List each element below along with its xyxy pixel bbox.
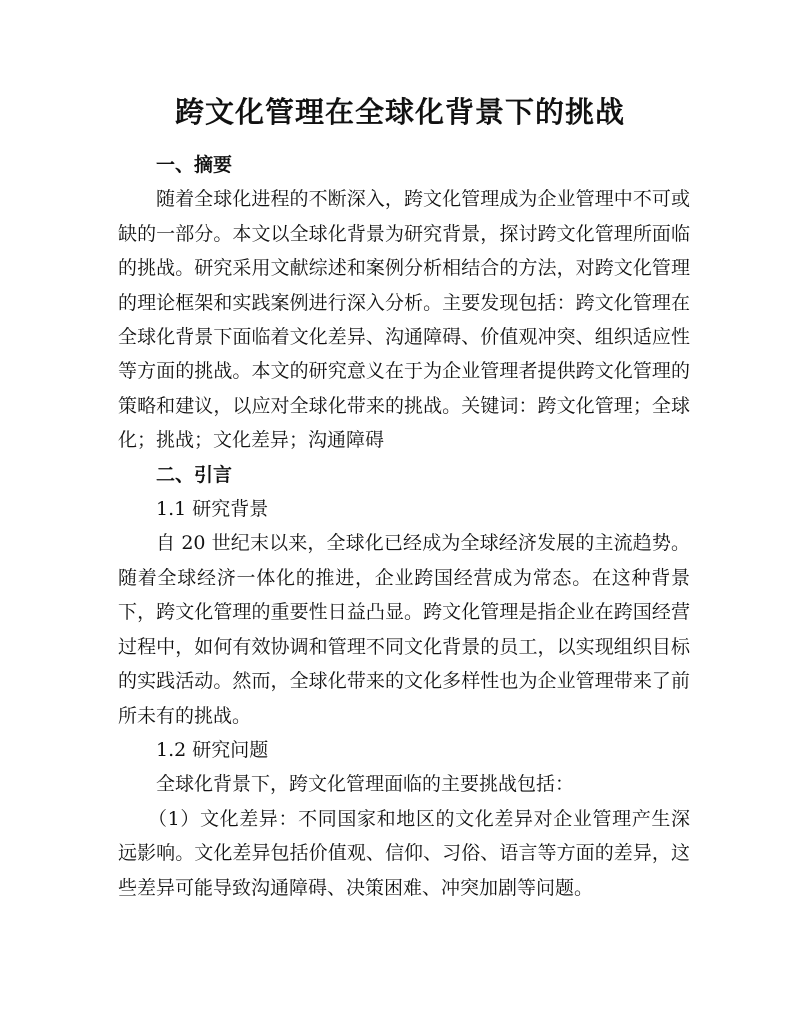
challenge-item-1: （1）文化差异：不同国家和地区的文化差异对企业管理产生深远影响。文化差异包括价值观、信仰、习俗、语言等方面的差异，这些差异可能导致沟通障碍、决策困难、冲突加剧等问题。: [118, 807, 690, 899]
introduction-heading: 二、引言: [156, 463, 233, 486]
section-1-2-paragraph: 全球化背景下，跨文化管理面临的主要挑战包括：: [156, 773, 575, 796]
section-1-1-paragraph: 自 20 世纪末以来，全球化已经成为全球经济发展的主流趋势。随着全球经济一体化的推进，企业跨国经营成为常态。在这种背景下，跨文化管理的重要性日益凸显。跨文化管理是指企业在跨国经营过程中，如何有效协调和管理不同文化背景的员工，以实现组织目标的实践活动。然而，全球化带来的文化多样性也为企业管理带来了前所未有的挑战。: [118, 532, 690, 727]
section-1-1-heading: 1.1 研究背景: [156, 498, 269, 521]
abstract-paragraph: 随着全球化进程的不断深入，跨文化管理成为企业管理中不可或缺的一部分。本文以全球化背景为研究背景，探讨跨文化管理所面临的挑战。研究采用文献综述和案例分析相结合的方法，对跨文化管理的理论框架和实践案例进行深入分析。主要发现包括：跨文化管理在全球化背景下面临着文化差异、沟通障碍、价值观冲突、组织适应性等方面的挑战。本文的研究意义在于为企业管理者提供跨文化管理的策略和建议，以应对全球化带来的挑战。关键词：跨文化管理；全球化；挑战；文化差异；沟通障碍: [118, 188, 690, 452]
abstract-heading: 一、摘要: [156, 154, 233, 176]
document-body: [118, 148, 690, 905]
section-1-2-heading: 1.2 研究问题: [156, 738, 269, 761]
document-title: 跨文化管理在全球化背景下的挑战: [174, 95, 625, 129]
